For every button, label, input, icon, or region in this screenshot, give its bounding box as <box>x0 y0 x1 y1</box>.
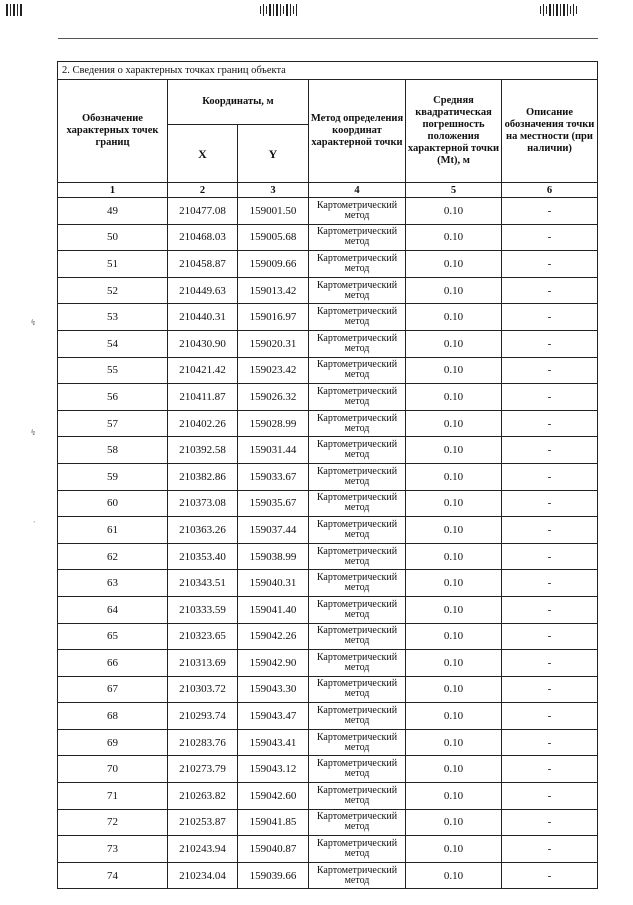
description-cell: - <box>502 650 598 677</box>
description-cell: - <box>502 809 598 836</box>
method-cell: Картометрический метод <box>309 703 406 730</box>
method-cell: Картометрический метод <box>309 490 406 517</box>
description-cell: - <box>502 437 598 464</box>
y-coordinate-cell: 159026.32 <box>238 384 309 411</box>
point-id-cell: 62 <box>58 543 168 570</box>
error-cell: 0.10 <box>406 384 502 411</box>
error-cell: 0.10 <box>406 729 502 756</box>
error-cell: 0.10 <box>406 756 502 783</box>
y-coordinate-cell: 159041.85 <box>238 809 309 836</box>
point-id-cell: 51 <box>58 251 168 278</box>
x-coordinate-cell: 210468.03 <box>168 224 238 251</box>
description-cell: - <box>502 251 598 278</box>
method-cell: Картометрический метод <box>309 463 406 490</box>
scan-speck: ↯ <box>30 428 37 437</box>
description-cell: - <box>502 224 598 251</box>
y-coordinate-cell: 159037.44 <box>238 517 309 544</box>
table-row <box>58 357 598 384</box>
y-coordinate-cell: 159043.12 <box>238 756 309 783</box>
description-cell: - <box>502 783 598 810</box>
error-cell: 0.10 <box>406 490 502 517</box>
error-cell: 0.10 <box>406 357 502 384</box>
method-cell: Картометрический метод <box>309 570 406 597</box>
table-row <box>58 543 598 570</box>
y-coordinate-cell: 159040.87 <box>238 836 309 863</box>
description-cell: - <box>502 676 598 703</box>
y-coordinate-cell: 159042.60 <box>238 783 309 810</box>
y-coordinate-cell: 159043.47 <box>238 703 309 730</box>
method-cell: Картометрический метод <box>309 676 406 703</box>
method-cell: Картометрический метод <box>309 251 406 278</box>
method-cell: Картометрический метод <box>309 729 406 756</box>
error-cell: 0.10 <box>406 224 502 251</box>
boundary-points-table <box>57 61 598 889</box>
table-row <box>58 198 598 225</box>
error-cell: 0.10 <box>406 703 502 730</box>
scan-mark-left <box>6 4 24 18</box>
y-coordinate-cell: 159040.31 <box>238 570 309 597</box>
method-cell: Картометрический метод <box>309 543 406 570</box>
header-y: Y <box>238 125 309 183</box>
y-coordinate-cell: 159001.50 <box>238 198 309 225</box>
error-cell: 0.10 <box>406 463 502 490</box>
table-row <box>58 729 598 756</box>
x-coordinate-cell: 210323.65 <box>168 623 238 650</box>
method-cell: Картометрический метод <box>309 330 406 357</box>
point-id-cell: 58 <box>58 437 168 464</box>
description-cell: - <box>502 729 598 756</box>
description-cell: - <box>502 277 598 304</box>
scan-mark-center <box>260 4 299 18</box>
x-coordinate-cell: 210411.87 <box>168 384 238 411</box>
table-row <box>58 330 598 357</box>
error-cell: 0.10 <box>406 543 502 570</box>
table-row <box>58 650 598 677</box>
method-cell: Картометрический метод <box>309 198 406 225</box>
table-row <box>58 490 598 517</box>
x-coordinate-cell: 210449.63 <box>168 277 238 304</box>
y-coordinate-cell: 159038.99 <box>238 543 309 570</box>
header-x: X <box>168 125 238 183</box>
table-row <box>58 809 598 836</box>
y-coordinate-cell: 159039.66 <box>238 862 309 889</box>
table-row <box>58 703 598 730</box>
table-row <box>58 463 598 490</box>
table-row <box>58 862 598 889</box>
y-coordinate-cell: 159016.97 <box>238 304 309 331</box>
method-cell: Картометрический метод <box>309 809 406 836</box>
column-number: 4 <box>309 183 406 198</box>
error-cell: 0.10 <box>406 410 502 437</box>
method-cell: Картометрический метод <box>309 650 406 677</box>
table-row <box>58 277 598 304</box>
method-cell: Картометрический метод <box>309 357 406 384</box>
point-id-cell: 65 <box>58 623 168 650</box>
method-cell: Картометрический метод <box>309 517 406 544</box>
y-coordinate-cell: 159009.66 <box>238 251 309 278</box>
method-cell: Картометрический метод <box>309 277 406 304</box>
method-cell: Картометрический метод <box>309 862 406 889</box>
error-cell: 0.10 <box>406 330 502 357</box>
table-body <box>58 198 598 889</box>
description-cell: - <box>502 463 598 490</box>
error-cell: 0.10 <box>406 623 502 650</box>
header-method: Метод определения координат характерной точки <box>309 80 406 183</box>
table-row <box>58 251 598 278</box>
description-cell: - <box>502 623 598 650</box>
description-cell: - <box>502 198 598 225</box>
scan-speck: ↯ <box>30 318 37 327</box>
y-coordinate-cell: 159035.67 <box>238 490 309 517</box>
point-id-cell: 60 <box>58 490 168 517</box>
table-row <box>58 304 598 331</box>
description-cell: - <box>502 410 598 437</box>
error-cell: 0.10 <box>406 783 502 810</box>
x-coordinate-cell: 210402.26 <box>168 410 238 437</box>
error-cell: 0.10 <box>406 862 502 889</box>
point-id-cell: 55 <box>58 357 168 384</box>
point-id-cell: 73 <box>58 836 168 863</box>
description-cell: - <box>502 543 598 570</box>
x-coordinate-cell: 210477.08 <box>168 198 238 225</box>
point-id-cell: 63 <box>58 570 168 597</box>
table-row <box>58 384 598 411</box>
point-id-cell: 61 <box>58 517 168 544</box>
point-id-cell: 64 <box>58 596 168 623</box>
error-cell: 0.10 <box>406 198 502 225</box>
point-id-cell: 68 <box>58 703 168 730</box>
column-number: 6 <box>502 183 598 198</box>
y-coordinate-cell: 159033.67 <box>238 463 309 490</box>
error-cell: 0.10 <box>406 304 502 331</box>
point-id-cell: 50 <box>58 224 168 251</box>
x-coordinate-cell: 210333.59 <box>168 596 238 623</box>
error-cell: 0.10 <box>406 836 502 863</box>
table-row <box>58 836 598 863</box>
error-cell: 0.10 <box>406 570 502 597</box>
x-coordinate-cell: 210243.94 <box>168 836 238 863</box>
table-row <box>58 570 598 597</box>
point-id-cell: 53 <box>58 304 168 331</box>
x-coordinate-cell: 210373.08 <box>168 490 238 517</box>
method-cell: Картометрический метод <box>309 836 406 863</box>
description-cell: - <box>502 304 598 331</box>
error-cell: 0.10 <box>406 676 502 703</box>
description-cell: - <box>502 357 598 384</box>
x-coordinate-cell: 210363.26 <box>168 517 238 544</box>
x-coordinate-cell: 210343.51 <box>168 570 238 597</box>
y-coordinate-cell: 159013.42 <box>238 277 309 304</box>
x-coordinate-cell: 210353.40 <box>168 543 238 570</box>
description-cell: - <box>502 570 598 597</box>
x-coordinate-cell: 210430.90 <box>168 330 238 357</box>
scan-speck: ` <box>33 520 36 529</box>
description-cell: - <box>502 756 598 783</box>
table-row <box>58 783 598 810</box>
point-id-cell: 56 <box>58 384 168 411</box>
y-coordinate-cell: 159020.31 <box>238 330 309 357</box>
x-coordinate-cell: 210303.72 <box>168 676 238 703</box>
error-cell: 0.10 <box>406 596 502 623</box>
description-cell: - <box>502 703 598 730</box>
column-number: 5 <box>406 183 502 198</box>
point-id-cell: 67 <box>58 676 168 703</box>
table-row <box>58 224 598 251</box>
description-cell: - <box>502 330 598 357</box>
point-id-cell: 70 <box>58 756 168 783</box>
header-designation: Обозначение характерных точек границ <box>58 80 168 183</box>
x-coordinate-cell: 210382.86 <box>168 463 238 490</box>
point-id-cell: 69 <box>58 729 168 756</box>
x-coordinate-cell: 210263.82 <box>168 783 238 810</box>
error-cell: 0.10 <box>406 277 502 304</box>
method-cell: Картометрический метод <box>309 437 406 464</box>
description-cell: - <box>502 384 598 411</box>
y-coordinate-cell: 159031.44 <box>238 437 309 464</box>
method-cell: Картометрический метод <box>309 304 406 331</box>
x-coordinate-cell: 210440.31 <box>168 304 238 331</box>
error-cell: 0.10 <box>406 517 502 544</box>
point-id-cell: 72 <box>58 809 168 836</box>
table-caption: 2. Сведения о характерных точках границ объекта <box>58 62 598 80</box>
x-coordinate-cell: 210273.79 <box>168 756 238 783</box>
y-coordinate-cell: 159028.99 <box>238 410 309 437</box>
y-coordinate-cell: 159005.68 <box>238 224 309 251</box>
x-coordinate-cell: 210458.87 <box>168 251 238 278</box>
x-coordinate-cell: 210283.76 <box>168 729 238 756</box>
table-row <box>58 437 598 464</box>
description-cell: - <box>502 517 598 544</box>
description-cell: - <box>502 862 598 889</box>
column-number: 2 <box>168 183 238 198</box>
header-error: Средняя квадратическая погрешность положения характерной точки (Mt), м <box>406 80 502 183</box>
y-coordinate-cell: 159041.40 <box>238 596 309 623</box>
method-cell: Картометрический метод <box>309 596 406 623</box>
method-cell: Картометрический метод <box>309 623 406 650</box>
scan-mark-right <box>540 4 579 18</box>
column-number: 1 <box>58 183 168 198</box>
method-cell: Картометрический метод <box>309 756 406 783</box>
y-coordinate-cell: 159042.26 <box>238 623 309 650</box>
method-cell: Картометрический метод <box>309 410 406 437</box>
error-cell: 0.10 <box>406 437 502 464</box>
point-id-cell: 74 <box>58 862 168 889</box>
y-coordinate-cell: 159042.90 <box>238 650 309 677</box>
error-cell: 0.10 <box>406 251 502 278</box>
point-id-cell: 49 <box>58 198 168 225</box>
x-coordinate-cell: 210313.69 <box>168 650 238 677</box>
y-coordinate-cell: 159043.30 <box>238 676 309 703</box>
method-cell: Картометрический метод <box>309 783 406 810</box>
column-number: 3 <box>238 183 309 198</box>
table-row <box>58 517 598 544</box>
x-coordinate-cell: 210392.58 <box>168 437 238 464</box>
point-id-cell: 57 <box>58 410 168 437</box>
table-row <box>58 676 598 703</box>
table-row <box>58 756 598 783</box>
header-description: Описание обозначения точки на местности (при наличии) <box>502 80 598 183</box>
description-cell: - <box>502 836 598 863</box>
header-coordinates: Координаты, м <box>168 80 309 125</box>
x-coordinate-cell: 210293.74 <box>168 703 238 730</box>
y-coordinate-cell: 159043.41 <box>238 729 309 756</box>
table-row <box>58 623 598 650</box>
point-id-cell: 54 <box>58 330 168 357</box>
description-cell: - <box>502 490 598 517</box>
point-id-cell: 71 <box>58 783 168 810</box>
x-coordinate-cell: 210234.04 <box>168 862 238 889</box>
error-cell: 0.10 <box>406 650 502 677</box>
method-cell: Картометрический метод <box>309 224 406 251</box>
method-cell: Картометрический метод <box>309 384 406 411</box>
x-coordinate-cell: 210253.87 <box>168 809 238 836</box>
table-row <box>58 410 598 437</box>
error-cell: 0.10 <box>406 809 502 836</box>
table-row <box>58 596 598 623</box>
header-rule <box>58 38 598 39</box>
x-coordinate-cell: 210421.42 <box>168 357 238 384</box>
description-cell: - <box>502 596 598 623</box>
point-id-cell: 66 <box>58 650 168 677</box>
y-coordinate-cell: 159023.42 <box>238 357 309 384</box>
point-id-cell: 59 <box>58 463 168 490</box>
point-id-cell: 52 <box>58 277 168 304</box>
